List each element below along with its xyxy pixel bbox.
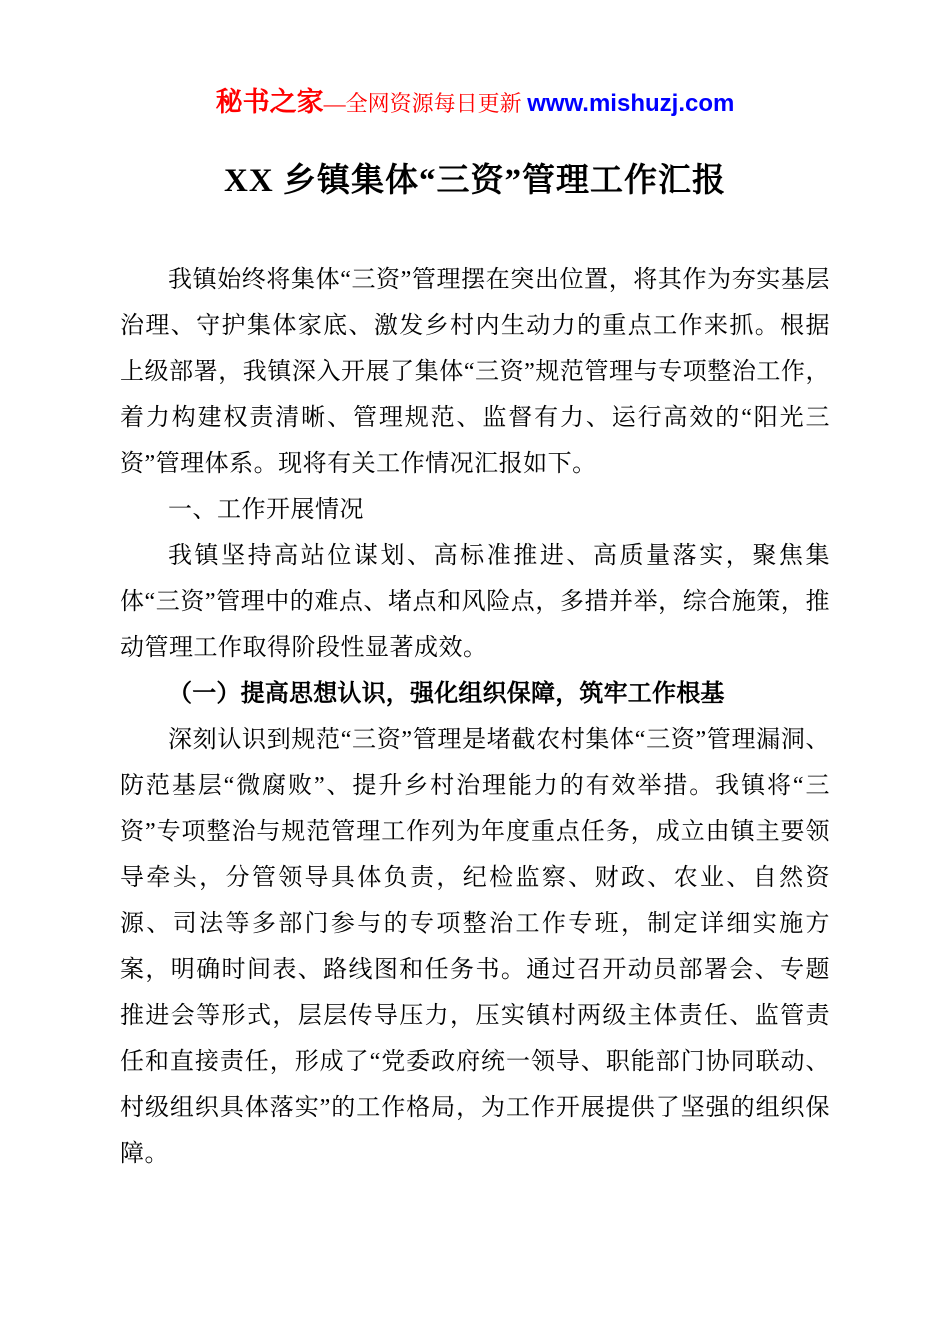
site-brand: 秘书之家	[215, 87, 324, 117]
site-tagline: —全网资源每日更新	[323, 91, 528, 116]
paragraph-intro: 我镇始终将集体“三资”管理摆在突出位置，将其作为夯实基层治理、守护集体家底、激发乡村内生动力的重点工作来抓。根据上级部署，我镇深入开展了集体“三资”规范管理与专项整治工作，着力构建权责清晰、管理规范、监督有力、运行高效的“阳光三资”管理体系。现将有关工作情况汇报如下。	[120, 267, 830, 477]
sub-heading-1-1: （一）提高思想认识，强化组织保障，筑牢工作根基	[168, 680, 725, 707]
site-header	[120, 86, 830, 123]
site-url-link[interactable]: www.mishuzj.com	[527, 90, 735, 117]
paragraph-overview: 我镇坚持高站位谋划、高标准推进、高质量落实，聚焦集体“三资”管理中的难点、堵点和风险点，多措并举，综合施策，推动管理工作取得阶段性显著成效。	[120, 543, 830, 661]
document-title: XX 乡镇集体“三资”管理工作汇报	[224, 163, 726, 199]
paragraph-detail: 深刻认识到规范“三资”管理是堵截农村集体“三资”管理漏洞、防范基层“微腐败”、提升乡村治理能力的有效举措。我镇将“三资”专项整治与规范管理工作列为年度重点任务，成立由镇主要领导牵头，分管领导具体负责，纪检监察、财政、农业、自然资源、司法等多部门参与的专项整治工作专班，制定详细实施方案，明确时间表、路线图和任务书。通过召开动员部署会、专题推进会等形式，层层传导压力，压实镇村两级主体责任、监管责任和直接责任，形成了“党委政府统一领导、职能部门协同联动、村级组织具体落实”的工作格局，为工作开展提供了坚强的组织保障。	[120, 727, 830, 1167]
section-heading-1: 一、工作开展情况	[168, 497, 364, 523]
